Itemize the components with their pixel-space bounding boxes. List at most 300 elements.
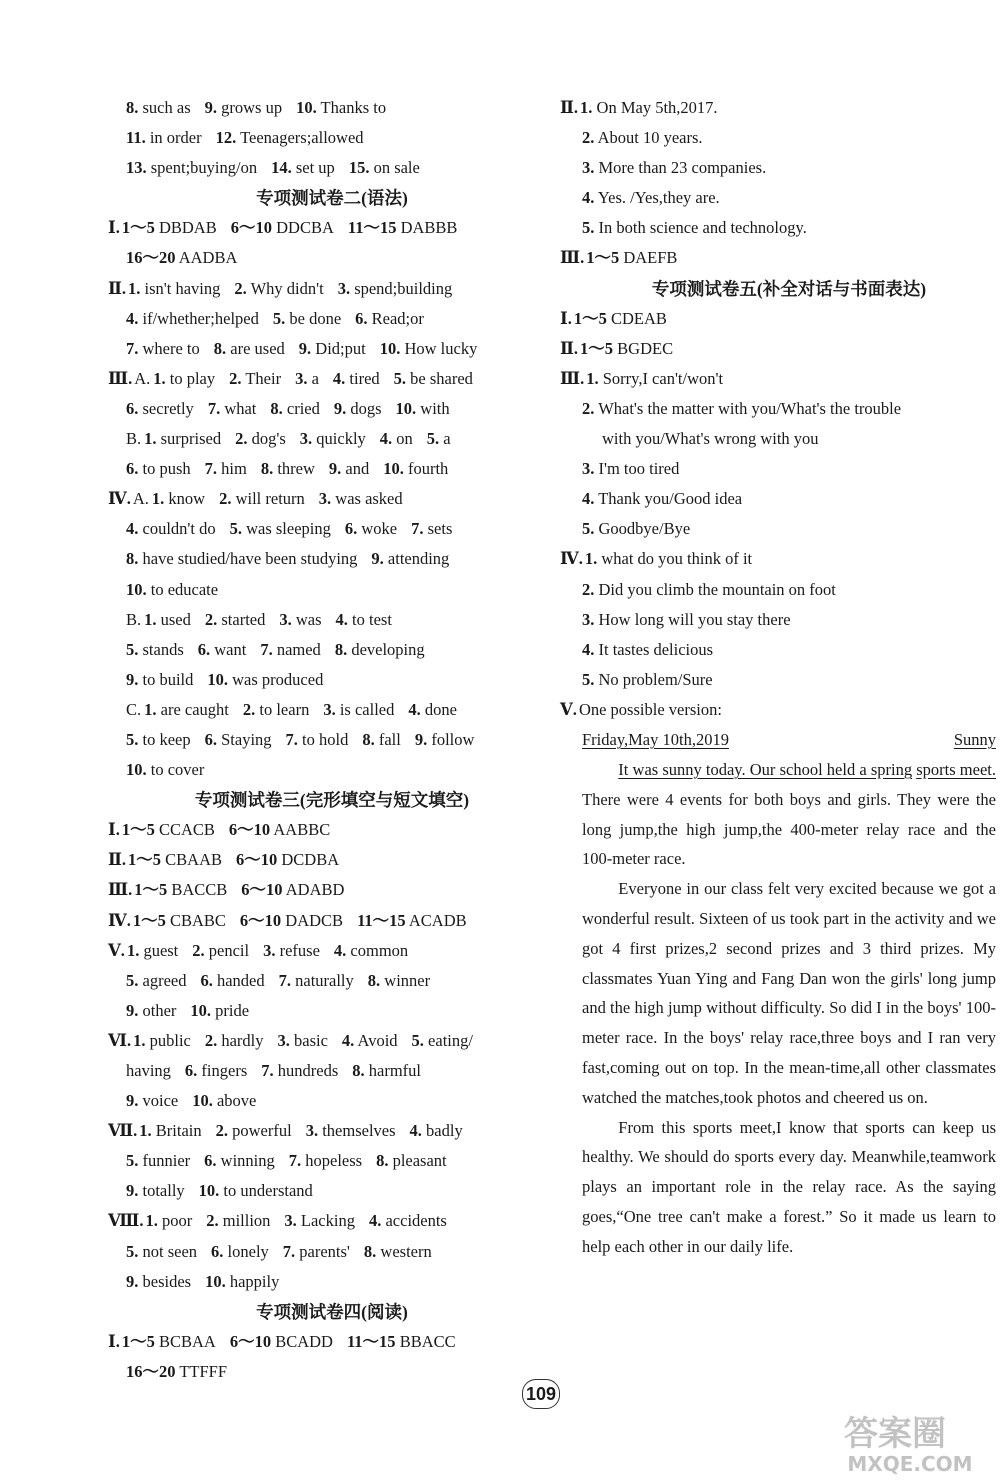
answer-text: not seen [142,1241,198,1261]
answer-line [108,153,538,183]
answer-text: on sale [373,158,420,178]
answer-text: Thank you/Good idea [598,489,743,509]
question-number: 2. [242,699,256,719]
answer-text: to cover [150,760,205,780]
answer-item [355,304,424,334]
question-number: 4. [582,188,595,208]
answer-text: CCACB [158,820,215,840]
question-number: 10. [198,1181,220,1201]
answer-text: spend;building [354,278,453,298]
answer-item [279,966,354,996]
question-number: 2. [204,609,218,629]
question-number: 3. [277,1030,290,1050]
answer-text: hopeless [305,1151,363,1171]
question-number: 3. [582,459,595,479]
answer-line [108,1357,538,1387]
answer-text: dogs [350,398,382,418]
answer-text: Staying [221,729,272,749]
roman-numeral: Ⅳ. [108,910,131,930]
answer-line [560,514,996,544]
answer-item [241,875,344,905]
roman-numeral: Ⅲ. [560,368,585,388]
answer-line [108,875,538,905]
answer-text: No problem/Sure [598,669,713,689]
answer-text: CBABC [169,910,226,930]
essay-paragraph-2: Everyone in our class felt very excited because we got a wonderful result. Sixteen of us took part in the activity and we got 4 first prizes,2 second prizes and 3 third prizes. My classmates Yuan Ying and Fang Dan won the girls' long jump and the high jump without difficulty. So did I in the boys' 100-meter race. In the boys' relay race,three boys and I ran very fast,coming out on top. In the mean-time,all other classmates watched the matches,took photos and cheered us on. [582,879,996,1107]
answer-text: lonely [227,1241,269,1261]
right-column [560,93,996,1262]
answer-line [560,665,996,695]
question-number: 5. [411,1030,424,1050]
answer-item [126,304,259,334]
question-number: 8. [126,98,139,117]
answer-item [345,514,397,544]
answer-text: threw [277,459,315,479]
answer-text: used [160,609,191,629]
answer-text: to play [169,368,216,388]
question-number: 6～10 [230,218,272,238]
answer-item [214,334,285,364]
question-number: 6～10 [228,820,271,840]
question-number: 9. [333,398,347,418]
answer-text: voice [142,1091,179,1111]
answer-text: It tastes delicious [598,639,714,659]
question-number: 5. [126,1151,139,1171]
answer-item [582,605,791,635]
answer-item [219,484,305,514]
answer-item [126,635,184,665]
answer-item [126,966,186,996]
question-number: 5. [229,519,242,539]
answer-item [261,454,315,484]
answer-line [108,364,538,394]
question-number: 9. [126,1000,139,1020]
answer-text: with [420,398,450,418]
answer-text: Thanks to [320,98,387,117]
question-number: 9. [204,98,217,117]
roman-numeral: Ⅲ. [560,248,585,268]
answer-item [279,605,321,635]
answer-text: happily [229,1271,280,1291]
answer-item [128,845,222,875]
question-number: 7. [288,1151,302,1171]
question-number: 2. [234,278,247,298]
answer-item [236,845,339,875]
answer-item [582,514,690,544]
answer-text: is called [339,699,395,719]
answer-text: How lucky [404,338,478,358]
answer-text: AADBA [178,248,238,268]
answer-text: fingers [201,1061,248,1080]
question-number: 7. [126,338,139,358]
question-number: 5. [582,519,595,539]
answer-item [319,484,403,514]
answer-text: DBDAB [158,218,217,238]
answer-item [216,123,364,153]
answer-line [560,213,996,243]
answer-text: was sleeping [246,519,331,539]
answer-text: pride [215,1000,250,1020]
answer-item [338,274,453,304]
answer-text: and [345,459,370,479]
watermark-logo-icon [800,1405,1000,1477]
answer-item [380,424,413,454]
question-number: 1～5 [586,248,620,268]
question-number: 4. [582,489,595,509]
answer-item [323,695,394,725]
answer-line [108,274,538,304]
question-number: 10. [296,98,317,117]
answer-item [585,544,752,574]
answer-item [126,153,257,183]
answer-text: harmful [368,1061,421,1080]
roman-numeral: Ⅴ. [108,940,125,960]
question-number: 4. [332,368,346,388]
answer-item [349,153,420,183]
answer-item [204,1146,275,1176]
answer-line [108,996,538,1026]
answer-text: have studied/have been studying [142,549,358,569]
answer-text: Sorry,I can't/won't [602,368,724,388]
question-number: 8. [362,729,375,749]
answer-item [127,936,178,966]
answer-item [352,1056,421,1086]
answer-item [376,1146,447,1176]
answer-line [108,815,538,845]
question-number: 1～5 [134,880,168,900]
question-number: 4. [379,429,393,449]
question-number: 2. [235,429,248,449]
roman-numeral: Ⅱ. [560,338,579,358]
section-title: 专项测试卷四(阅读) [256,1301,408,1322]
answer-text: poor [161,1211,193,1231]
answer-line [560,334,996,364]
question-number: 3. [582,609,595,629]
answer-text: powerful [232,1121,292,1141]
answer-item [200,966,264,996]
answer-text: One possible version: [578,699,722,719]
essay-dateline [560,725,996,755]
question-number: 5. [582,218,595,238]
answer-line [108,454,538,484]
question-number: 7. [278,970,291,990]
answer-item [364,1237,432,1267]
answer-item [207,665,323,695]
question-number: 2. [582,128,595,148]
answer-text: accidents [385,1211,447,1231]
answer-line [108,1056,538,1086]
question-number: 4. [582,639,595,659]
question-number: 8. [363,1241,377,1261]
answer-line [108,906,538,936]
answer-text: follow [431,729,475,749]
question-number: 11～15 [346,1331,396,1351]
answer-item [362,725,401,755]
answer-item [122,815,215,845]
question-number: 4. [408,699,421,719]
answer-text: be shared [410,368,473,388]
question-number: 8. [376,1151,389,1171]
answer-text: if/whether;helped [142,308,259,328]
answer-line [108,304,538,334]
answer-item [126,544,357,574]
answer-text: tired [349,368,380,388]
answer-item [271,153,335,183]
answer-item [229,364,281,394]
answer-line [560,364,996,394]
answer-line [108,575,538,605]
answer-line [560,153,996,183]
question-number: 1～5 [128,850,162,870]
answer-item [122,1327,216,1357]
question-number: 11. [126,128,146,148]
question-number: 1. [153,368,166,388]
roman-numeral: Ⅰ. [108,1331,120,1351]
answer-text: surprised [160,429,222,449]
answer-text: such as [142,98,191,117]
answer-text: to hold [302,729,349,749]
answer-item [427,424,451,454]
question-number: 10. [379,338,401,358]
roman-numeral: Ⅲ. [108,368,133,388]
answer-line [560,635,996,665]
answer-item [126,665,193,695]
answer-text: AABBC [273,820,331,840]
question-number: 6. [211,1241,224,1261]
answer-text: naturally [295,970,354,990]
answer-text: Avoid [357,1030,398,1050]
question-number: 10. [126,760,147,780]
question-number: 1～5 [121,820,155,840]
question-number: 7. [285,729,298,749]
answer-text: CBAAB [165,850,223,870]
left-column [108,93,538,1387]
answer-text: On May 5th,2017. [596,98,718,117]
question-number: 5. [426,429,440,449]
answer-item [153,364,215,394]
answer-item [396,394,450,424]
answer-item [205,605,265,635]
answer-text: to test [352,609,392,629]
answer-text: Why didn't [250,278,324,298]
answer-item [144,424,221,454]
watermark-chars: 答案圈 [844,1414,946,1454]
answer-item [185,1056,247,1086]
answer-text: What's the matter with you/What's the trouble [598,398,902,418]
answer-item [415,725,475,755]
answer-item [261,1056,338,1086]
answer-item [126,243,237,273]
answer-text: a [443,429,451,449]
answer-item [231,213,334,243]
answer-text: handed [216,970,265,990]
question-number: 9. [126,669,139,689]
answer-item [333,364,380,394]
roman-numeral: Ⅱ. [108,278,127,298]
answer-line [560,575,996,605]
question-number: 6～10 [239,910,282,930]
question-number: 5. [272,308,286,328]
answer-text: cried [286,398,320,418]
answer-line [108,514,538,544]
question-number: 7. [411,519,424,539]
question-number: 10. [190,1000,212,1020]
answer-text: to understand [223,1181,313,1201]
part-label: B. [126,429,142,449]
answer-text: million [222,1211,271,1231]
question-number: 1. [144,699,157,719]
part-label: A. [132,489,149,509]
question-number: 8. [367,970,381,990]
answer-item [411,514,452,544]
answer-line [108,936,538,966]
question-number: 2. [192,940,205,960]
answer-item [234,274,323,304]
answer-text: spent;buying/on [150,158,258,178]
answer-item [205,1026,264,1056]
question-number: 15. [348,158,370,178]
question-number: 1. [580,98,593,117]
answer-item [582,635,713,665]
answer-line [560,183,996,213]
roman-numeral: Ⅰ. [108,218,120,238]
answer-item [230,1327,333,1357]
question-number: 11～15 [357,910,406,930]
part-label: A. [134,368,151,388]
answer-text: a [311,368,319,388]
question-number: 6. [200,970,213,990]
answer-text: was produced [232,669,324,689]
answer-item [126,123,202,153]
answer-text: started [221,609,266,629]
answer-item [192,936,249,966]
answer-text: to build [142,669,194,689]
answer-text: winning [220,1151,275,1171]
right-answer-lines [560,93,996,725]
question-number: 7. [261,1061,274,1080]
answer-item [235,424,286,454]
answer-text: western [380,1241,432,1261]
question-number: 16～20 [126,1361,176,1381]
answer-text: what [224,398,257,418]
question-number: 3. [323,699,336,719]
answer-text: refuse [279,940,320,960]
question-number: 1～5 [132,910,166,930]
question-number: 6. [126,398,139,418]
answer-item [602,424,819,454]
answer-text: badly [426,1121,463,1141]
answer-text: parents' [299,1241,350,1261]
answer-text: funnier [142,1151,191,1171]
answer-line [108,695,538,725]
answer-text: agreed [142,970,187,990]
answer-item [126,755,204,785]
question-number: 7. [260,639,273,659]
answer-line [108,725,538,755]
answer-line [108,605,538,635]
answer-text: with you/What's wrong with you [602,429,819,449]
answer-item [126,454,191,484]
answer-text: to learn [259,699,310,719]
question-number: 5. [582,669,595,689]
answer-text: ADABD [285,880,345,900]
answer-item [122,213,217,243]
essay-paragraph-3: From this sports meet,I know that sports can keep us healthy. We should do sports every day. Meanwhile,teamwork plays an important role in the relay race. As the saying goes,“One tree can't make a forest.” So it made us learn to help each other in our daily life. [582,1117,996,1256]
answer-item [126,334,200,364]
answer-item [394,364,473,394]
question-number: 4. [333,940,347,960]
answer-line [108,334,538,364]
answer-item [410,1116,463,1146]
section-title: 专项测试卷五(补全对话与书面表达) [651,278,927,299]
answer-item [243,695,309,725]
answer-text: Read;or [371,308,424,328]
question-number: 7. [282,1241,296,1261]
question-number: 1～5 [121,1331,155,1351]
answer-item [383,454,448,484]
answer-line [560,243,996,273]
answer-item [152,484,205,514]
essay-paragraph-1 [582,755,996,874]
answer-item [368,966,430,996]
answer-text: totally [142,1181,185,1201]
answer-line [108,1237,538,1267]
answer-line [560,93,996,123]
answer-text: DDCBA [276,218,334,238]
answer-item [371,544,449,574]
answer-text: In both science and technology. [598,218,807,238]
answer-text: attending [387,549,450,569]
answer-text: be done [289,308,342,328]
answer-item [205,93,282,123]
question-number: 8. [260,459,274,479]
answer-line [560,605,996,635]
answer-line [560,454,996,484]
answer-item [334,394,382,424]
answer-text: isn't having [144,278,221,298]
answer-text: guest [143,940,179,960]
answer-line [560,304,996,334]
answer-item [342,1026,398,1056]
answer-text: Did;put [315,338,366,358]
question-number: 10. [205,1271,226,1291]
answer-text: what do you think of it [601,549,753,569]
question-number: 1. [128,278,141,298]
answer-line [108,243,538,273]
question-number: 2. [219,489,232,509]
answer-line [108,484,538,514]
essay-underlined-sentence: It was sunny today. Our school held a spring [618,759,913,779]
answer-item [145,1206,192,1236]
answer-item [582,394,901,424]
essay-date: Friday,May 10th,2019 [582,729,729,749]
part-label: B. [126,609,142,629]
question-number: 10. [126,579,147,599]
roman-numeral: Ⅱ. [108,850,127,870]
answer-item [230,514,331,544]
essay [560,725,996,1262]
answer-text: About 10 years. [597,128,703,148]
answer-item [348,213,458,243]
answer-item [144,695,229,725]
question-number: 5. [393,368,407,388]
question-number: 2. [204,1030,218,1050]
answer-text: BACCB [171,880,228,900]
answer-text: know [168,489,206,509]
answer-item [199,1176,313,1206]
question-number: 6. [355,308,368,328]
roman-numeral: Ⅱ. [560,98,579,117]
